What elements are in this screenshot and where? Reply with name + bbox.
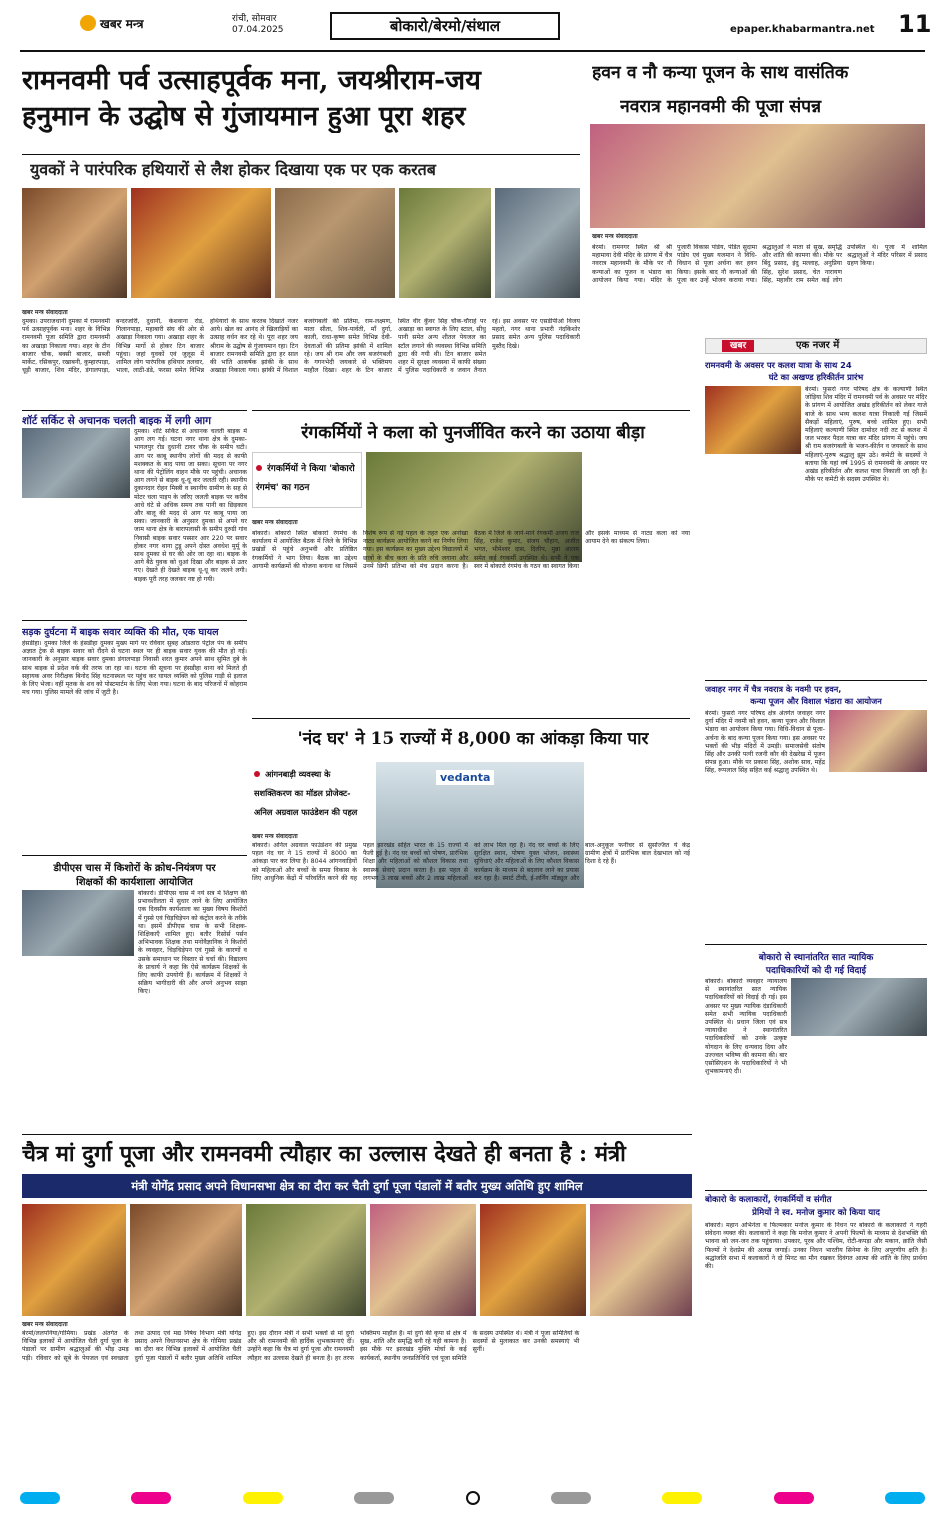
story5-byline: खबर मन्त्र संवाददाता [592, 233, 638, 240]
nazar3-photo [791, 978, 927, 1036]
section-title: बोकारो/बेरमो/संथाल [330, 12, 560, 40]
story1-photo-2 [131, 188, 271, 298]
story5-photo [590, 124, 925, 228]
story1-photo-4 [399, 188, 491, 298]
nazar-khabar: खबर [722, 340, 754, 352]
story4-body: बोकारो। डीपीएस चास में नये सत्र में शिक्षण की प्रभावशीलता में सुधार लाने के लिए आयोजित एक दिवसीय कार्यशाला का मुख्य विषय किशोरों में गुस्से एवं चिड़चिड़ेपन को कंट्रोल करने के तरीके था। इसमें डीपीएस चास के सभी शिक्षक-शिक्षिकाएँ शामिल हुए। बतौर रिसोर्स पर्सन अभिभावक शिक्षक तथा मनोवैज्ञानिक ने किशोरों के व्यवहार, चिड़चिड़ेपन एवं गुस्से के कारणों व उसके समाधान पर विस्तार से चर्चा की। विद्यालय के प्राचार्य ने कहा कि ऐसे कार्यक्रम शिक्षकों के लिए काफी उपयोगी हैं। कार्यक्रम में शिक्षकों ने सक्रिय भागीदारी की और अपने अनुभव साझा किए। [138, 890, 247, 996]
nazar1-headline-1: रामनवमी के अवसर पर कलश यात्रा के साथ 24 [705, 360, 852, 370]
nazar2-photo [829, 710, 927, 772]
story8-body: बेरमो/ललपनिया/गोमिया। प्रखंड अंतर्गत के विभिन्न इलाकों में आयोजित चैती दुर्गा पूजा के पंडालों पर ग्रामीण श्रद्धालुओं की भीड़ उमड़ पड़ी। रविवार को सूबे के पेयजल एवं स्वच्छता तथा उत्पाद एवं मद्य निषेध विभाग मंत्री योगेंद्र प्रसाद अपने विधानसभा क्षेत्र के गोमिया प्रखंड का दौरा कर विभिन्न इलाकों में आयोजित चैती दुर्गा पूजा पंडालों में बतौर मुख्य अतिथि शामिल हुए। इस दौरान मंत्री ने सभी भक्तों से मां दुर्गा और श्री रामनवमी की हार्दिक शुभकामनाएं दीं। उन्होंने कहा कि चैत्र मां दुर्गा पूजा और रामनवमी त्यौहार का उल्लास देखते ही बनता है। हर तरफ भक्तिमय माहौल है। मां दुर्गा की कृपा से क्षेत्र में सुख, शांति और समृद्धि बनी रहे यही कामना है। इस मौके पर झारखंड मुक्ति मोर्चा के कई कार्यकर्ता, स्थानीय जनप्रतिनिधि एवं पूजा समिति के सदस्य उपस्थित थे। मंत्री ने पूजा समितियों के सदस्यों से मुलाकात कर उनकी समस्याएं भी सुनीं। [22, 1330, 580, 1362]
story5-headline-1: हवन व नौ कन्या पूजन के साथ वासंतिक [592, 63, 849, 83]
story7-headline: 'नंद घर' ने 15 राज्यों में 8,000 का आंकड़ा किया पार [297, 729, 649, 749]
story8-photo-4 [370, 1204, 476, 1316]
nazar1-photo [705, 386, 801, 454]
story6-headline: रंगकर्मियों ने कला को पुनर्जीवित करने का उठाया बीड़ा [301, 423, 645, 443]
nazar1-headline-2: घंटे का अखण्ड हरिकीर्तन प्रारंभ [768, 372, 864, 382]
story8-subhead: मंत्री योगेंद्र प्रसाद अपने विधानसभा क्षेत्र का दौरा कर चैती दुर्गा पूजा पंडालों में बतौर मुख्य अतिथि हुए शामिल [22, 1174, 692, 1198]
story3-headline: सड़क दुर्घटना में बाइक सवार व्यक्ति की मौत, एक घायल [22, 627, 219, 638]
page-number: 11 [898, 10, 932, 38]
dateline: रांची, सोमवार 07.04.2025 [232, 14, 284, 35]
story8-photo-6 [590, 1204, 692, 1316]
story8-photo-1 [22, 1204, 126, 1316]
nazar-band [705, 338, 927, 354]
story8-byline: खबर मन्त्र संवाददाता [22, 1321, 68, 1328]
nazar3-headline-2: पदाधिकारियों को दी गई विदाई [765, 966, 867, 976]
story6-body: बोकारो। बोकारो स्थित बोकारो रंगमंच के कार्यालय में आयोजित बैठक में जिले के विभिन्न प्रखंडों से पहुंचे अनुभवी और प्रतिष्ठित रंगकर्मियों ने भाग लिया। बैठक का उद्देश्य आगामी कार्यक्रमों की योजना बनाना था जिसमें विशेष रूप से नई पहल के तहत एक अनोखा नाट्य कार्यक्रम आयोजित करने का निर्णय लिया गया। इस कार्यक्रम का मुख्य उद्देश्य विद्यालयों में छात्रों के बीच कला के प्रति रुचि जगाना और उनमें छिपी प्रतिभा को मंच प्रदान करना है। बैठक में जिले के जाने-माने रंगकर्मी अजय राज सिंह, राजेश कुमार, संजय चौहान, अजीत भगत, भीमेश्वर दास, दिलीप, मुन्ना आलम समेत कई रंगकर्मी उपस्थित थे। सभी ने एक स्वर में बोकारो रंगमंच के गठन का स्वागत किया और इसके माध्यम से नाट्य कला को नया आयाम देने का संकल्प लिया। [252, 530, 690, 570]
nazar1-body: बेरमो। फुसरो नगर परिषद क्षेत्र के कल्याणी स्थित जोड़िया शिव मंदिर में रामनवमी पर्व के अवसर पर मंदिर के प्रांगण में आयोजित अखंड हरिकीर्तन को लेकर गाजे बाजे के साथ भव्य कलश यात्रा निकाली गई जिसमें सैकड़ों महिलाएं, पुरुष, बच्चे शामिल हुए। सभी महिलाएं कल्याणी स्थित दामोदर नदी तट से कलश में जल भरकर पैदल यात्रा कर मंदिर प्रांगण में पहुंचे। जय श्री राम बजरंगबली के भजन-कीर्तन व जयकारे के साथ महिलाएं-पुरुष श्रद्धालु झूम उठे। कमेटी के सदस्यों ने बताया कि यहां वर्ष 1995 से रामनवमी के अवसर पर अखंड हरिकीर्तन और कलश यात्रा निकाली जा रही है। मौके पर कमेटी के सदस्य उपस्थित थे। [805, 386, 927, 484]
nazar-label: एक नजर में [796, 340, 840, 351]
nazar3-headline-1: बोकारो से स्थानांतरित सात न्यायिक [758, 953, 874, 963]
nazar2-body: बेरमो। फुसरो नगर परिषद क्षेत्र अंतर्गत जवाहर नगर दुर्गा मंदिर में नवमी को हवन, कन्या पूजन और विशाल भंडारा का आयोजन किया गया। विधि-विधान से पूजा-अर्चना के बाद कन्या पूजन किया गया। इस अवसर पर भक्तों की भीड़ मंदिरों में उमड़ी। समाजसेवी संतोष सिंह और उनकी पत्नी रजनी कौर की देखरेख में पूजन संपन्न हुआ। मौके पर प्रकाश सिंह, अशोक साव, महेंद्र सिंह, रूपलाल सिंह सहित कई श्रद्धालु उपस्थित थे। [705, 710, 825, 775]
story8-photo-5 [480, 1204, 586, 1316]
story7-body: बोकारो। अनिल अग्रवाल फाउंडेशन की प्रमुख पहल नंद घर ने 15 राज्यों में 8000 का आंकड़ा पार कर लिया है। 8044 आंगनवाड़ियों को महिलाओं और बच्चों के समग्र विकास के लिए आधुनिक केंद्रों में परिवर्तित करने की यह पहल झारखंड सहित भारत के 15 राज्यों में फैली हुई है। नंद घर बच्चों को पोषण, प्रारंभिक शिक्षा और महिलाओं को कौशल विकास तथा स्वास्थ्य सेवाएं प्रदान करता है। इस पहल से लगभग 3 लाख बच्चों और 2 लाख महिलाओं को लाभ मिल रहा है। नंद घर बच्चों के लिए सुरक्षित स्थान, पोषण युक्त भोजन, स्वास्थ्य सुविधाएं और महिलाओं के लिए कौशल विकास कार्यक्रम के माध्यम से बदलाव लाने का प्रयास कर रहा है। स्मार्ट टीवी, ई-लर्निंग मॉड्यूल और बाल-अनुकूल फर्नीचर से सुसज्जित ये केंद्र ग्रामीण क्षेत्रों में प्रारंभिक बाल देखभाल को नई दिशा दे रहे हैं। [252, 842, 690, 882]
story4-headline-1: डीपीएस चास में किशोरों के क्रोध-नियंत्रण पर [53, 863, 216, 874]
story1-byline: खबर मन्त्र संवाददाता [22, 309, 68, 316]
story5-body: बेरमो। रामनगर स्थित श्री श्री महामाया देवी मंदिर के प्रांगण में चैत्र नवरात्र महानवमी के मौके पर नौ कन्याओं का पूजन व भंडारा का आयोजन किया गया। मंदिर के पुजारी विकास पांडेय, पंडित सुदामा पांडेय एवं मुख्य यजमान ने विधि-विधान से पूजा अर्चना कर हवन किया। इसके बाद नौ कन्याओं की पूजा कर उन्हें भोजन कराया गया। श्रद्धालुओं ने माता से सुख, समृद्धि और शांति की कामना की। मौके पर बिंदु प्रसाद, इंदु मल्लाह, अनुप्रिया सिंह, सुरेश प्रसाद, चेत नारायण सिंह, महावीर राम समेत कई लोग उपस्थित थे। पूजा में शामिल श्रद्धालुओं ने मंदिर परिसर में प्रसाद ग्रहण किया। [592, 244, 927, 284]
masthead [0, 0, 945, 56]
bullet-icon [254, 771, 260, 777]
story2-headline: शॉर्ट सर्किट से अचानक चलती बाइक में लगी आग [22, 415, 212, 427]
story6-sidebox: रंगकर्मियों ने किया 'बोकारो रंगमंच' का गठन [252, 452, 362, 508]
story4-headline-2: शिक्षकों की कार्यशाला आयोजित [76, 877, 193, 888]
story1-subhead: युवकों ने पारंपरिक हथियारों से लैश होकर दिखाया एक पर एक करतब [30, 160, 436, 179]
story2-body: दुमका। शॉर्ट सर्किट से अचानक चलती बाइक में आग लग गई। घटना नगर थाना क्षेत्र के दुमका-भागलपुर रोड दुधानी टावर चौक के समीप घटी। आग पर काबू स्थानीय लोगों की मदद से काफी मशक्कत के बाद पाया जा सका। सूचना पर नगर थाना की पेट्रोलिंग वाहन मौके पर पहुंची। अचानक आग लगने से बाइक धू-धू कर जलती रही। स्थानीय दुकानदार रोहन मिस्त्री व स्थानीय ग्रामीण के सह से मोटर चला पाइप के जरिए जलती बाइक पर करीब आधे घंटे से अधिक समय तक पानी का छिड़काव और बालू की मदद से आग पर काबू पाया जा सका। जानकारी के अनुसार दुमका से अपने घर जाम थाना क्षेत्र के बारापलासी के समीप दुरुग्री गांव निवासी बाइक सवार पस्सार आर 220 पर सवार होकर नगर थाना टुडू अपने दोस्त अवधेश मुर्मू के साथ दुमका से घर की ओर जा रहा था। बाइक के आगे बैठे युवक को धुआं दिखा और बाइक से उतर गए। देखते ही देखते बाइक धू-धू कर जलने लगी। बाइक पूरी तरह जलकर नष्ट हो गयी। [134, 428, 247, 583]
story7-sidebox: आंगनबाड़ी व्यवस्था के सशक्तिकरण का मॉडल प्रोजेक्ट- अनिल अग्रवाल फाउंडेशन की पहल [254, 769, 358, 817]
story8-photo-3 [246, 1204, 366, 1316]
nazar3-body: बोकारो। बोकारो व्यवहार न्यायालय से स्थानांतरित सात न्यायिक पदाधिकारियों को विदाई दी गई। इस अवसर पर मुख्य न्यायिक दंडाधिकारी समेत सभी न्यायिक पदाधिकारी उपस्थित थे। प्रधान जिला एवं सत्र न्यायाधीश ने स्थानांतरित पदाधिकारियों को उनके उत्कृष्ट योगदान के लिए धन्यवाद दिया और उज्ज्वल भविष्य की कामना की। बार एसोसिएशन के पदाधिकारियों ने भी शुभकामनाएं दी। [705, 978, 787, 1076]
crosshair-icon [466, 1491, 480, 1505]
story7-byline: खबर मन्त्र संवाददाता [252, 833, 298, 840]
nazar4-body: बोकारो। महान अभिनेता व फिल्मकार मनोज कुमार के निधन पर बोकारो के कलाकारों ने गहरी संवेदना व्यक्त की। कलाकारों ने कहा कि मनोज कुमार ने अपनी फिल्मों के माध्यम से देशभक्ति की भावना को जन-जन तक पहुंचाया। उपकार, पूरब और पश्चिम, रोटी-कपड़ा और मकान, क्रांति जैसी फिल्मों ने देशप्रेम की अलख जगाई। उनका निधन भारतीय सिनेमा के लिए अपूरणीय क्षति है। श्रद्धांजलि सभा में कलाकारों ने दो मिनट का मौन रखकर दिवंगत आत्मा की शांति के लिए प्रार्थना की। [705, 1222, 927, 1271]
story1-photo-5 [495, 188, 580, 298]
story3-body: हंसडीहा। दुमका जिले के हंसडीहा दुमका मुख्य मार्ग पर रविवार सुबह ओडतारा पेट्रोल पंप के समीप अज्ञात ट्रेक से बाइक सवार को रौंदने से घटना स्थल पर ही बाइक सवार युवक की मौत हो गई। जानकारी के अनुसार बाइक सवार दुमका डंगालपाड़ा निवासी शरत कुमार अपने साथ सुमित दुबे के साथ बाइक से प्रदेश वर्क की तरफ जा रहा था। घटना की सूचना पर हंसडीहा थाना को मिलते ही सहायक अवर निरीक्षक बिनोद सिंह घटनास्थल पर पहुंच कर घायल व्यक्ति को पुलिस गाड़ी से इलाज के लिए भेजा। वहीं मृतक के शव को पोस्टमार्टम के लिए भेजा गया। घटना के बाद परिजनों में कोहराम मच गया। पुलिस मामले की जांच में जुटी है। [22, 640, 247, 697]
story5-headline-2: नवरात्र महानवमी की पूजा संपन्न [620, 97, 822, 117]
story6-byline: खबर मन्त्र संवाददाता [252, 519, 298, 526]
logo-icon [80, 15, 96, 31]
logo-text: खबर मन्त्र [100, 16, 144, 31]
website-url[interactable]: epaper.khabarmantra.net [730, 24, 875, 35]
logo [80, 10, 180, 36]
nazar2-headline-2: कन्या पूजन और विशाल भंडारा का आयोजन [750, 696, 882, 706]
story4-photo [22, 890, 134, 956]
nazar4-headline-2: प्रेमियों ने स्व. मनोज कुमार को किया याद [752, 1208, 880, 1218]
story8-photo-2 [130, 1204, 242, 1316]
story1-body: दुमका। उपराजधानी दुमका में रामनवमी पर्व उत्साहपूर्वक मना। शहर के विभिन्न रामनवमी पूजा समिति द्वारा रामनवमी का अखाड़ा निकाला गया। शहर के टीन बाजार चौक, बक्सी बाजार, सब्जी मार्केट, रसिकपुर, रखाबनी, कुम्हारपाड़ा, चूड़ी बाजार, शिव मंदिर, डंगालपाड़ा, बन्दरजोरी, दुधानी, केशवाना रोड, गिलानपाड़ा, महाबारी संघ की ओर से अखाड़ा निकाला गया। अखाड़ा शहर के विभिन्न मार्गो से होकर टिन बाजार पहुंचा। जहां युवकों एवं जुलूस में शामिल लोग पारंपरिक हथियार तलवार, भाला, लाठी-डंडे, फरसा समेत विभिन्न हथियारों के साथ करतब दिखाते नजर आये। खेल का आनंद ले खिलाड़ियों का उत्साह वर्धन कर रहे थे। पूरा शहर जय श्रीराम के उद्घोष से गुंजायमान रहा। टिन बाजार रामनवमी समिति द्वारा हर साल की भांति आकर्षक झांकी के साथ अखाड़ा निकाला गया। झांकी में विशाल बजरंगबली की प्रतिमा, राम-लक्ष्मण, माता सीता, शिव-पार्वती, माँ दुर्गा, काली, राधा-कृष्ण समेत विभिन्न देवी-देवताओं की प्रतिमा झांकी में शामिल रहे। जय श्री राम और जय बजरंगबली के गगनभेदी जयकारे से भक्तिमय माहौल दिखा। शहर के टिन बाजार स्थित वीर कुँवर सिंह चौक-चौराहे पर अखाड़ा का स्वागत के लिए स्टाल, सीधु पानी समेत अन्य शीतल पेयजल का स्टॉल लगाने की व्यवस्था विभिन्न समिति द्वारा की गयी थी। टिन बाजार समेत शहर में सुरक्षा व्यवस्था में काफी संख्या में पुलिस पदाधिकारी व जवान तैनात रहे। इस अवसर पर एसडीपीओ विजय महतो, नगर थाना प्रभारी नंदकिशोर प्रसाद समेत अन्य पुलिस पदाधिकारी मुस्तैद दिखे। [22, 318, 580, 375]
story1-photo-1 [22, 188, 127, 298]
story2-photo [22, 428, 130, 498]
story8-headline: चैत्र मां दुर्गा पूजा और रामनवमी त्यौहार का उल्लास देखते ही बनता है : मंत्री [22, 1141, 626, 1167]
bullet-icon [256, 465, 262, 471]
vedanta-sign: vedanta [436, 770, 494, 785]
nazar2-headline-1: जवाहर नगर में चैत्र नवरात्र के नवमी पर हवन, [705, 684, 842, 694]
story1-headline-1: रामनवमी पर्व उत्साहपूर्वक मना, जयश्रीराम-जय [22, 65, 481, 96]
nazar4-headline-1: बोकारो के कलाकारों, रंगकर्मियों व संगीत [705, 1195, 832, 1205]
story1-headline-2: हनुमान के उद्घोष से गुंजायमान हुआ पूरा शहर [22, 101, 466, 132]
registration-marks [20, 1490, 925, 1506]
story1-photo-3 [275, 188, 395, 298]
